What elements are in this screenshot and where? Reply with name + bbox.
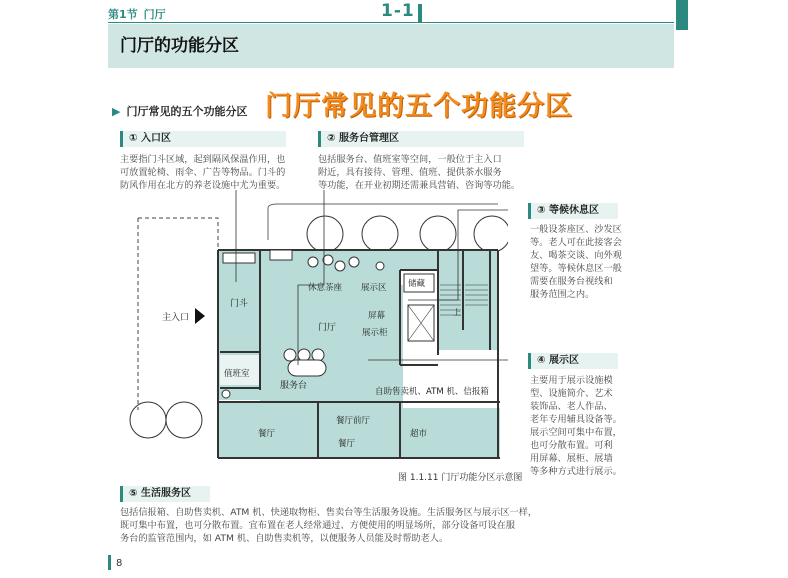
zone-text-display: 主要用于展示设施模 型、设施简介、艺术 装饰品、老人作品、 老年专用辅具设备等。 展示空间可集中布置， 也可分散布置。可利 用屏幕、展柜、展墙 等多种方式进行展示。 (530, 375, 622, 477)
figure-caption: 图 1.1.11 门厅功能分区示意图 (398, 473, 523, 483)
label-supermarket: 超市 (410, 429, 428, 439)
page-number: 8 (116, 558, 123, 569)
label-restaurant-left: 餐厅 (338, 439, 356, 449)
header-corner-block (676, 0, 688, 30)
entrance-arrow-icon (195, 308, 205, 324)
restaurant-front (318, 402, 400, 457)
zone-header-life-service: ⑤ 生活服务区 (120, 486, 210, 502)
label-tea-seats: 休息茶座 (308, 283, 343, 293)
label-restaurant-front: 餐厅前厅 (336, 416, 371, 426)
tree-icon (166, 402, 202, 438)
headline: 门厅常见的五个功能分区 (265, 91, 573, 122)
zone-header-waiting: ③ 等候休息区 (528, 203, 618, 219)
label-stair-up: 上 (453, 308, 461, 317)
floor-plan (118, 190, 508, 460)
zone-text-life-service: 包括信报箱、自助售卖机、ATM 机、快递取物柜、售卖台等生活服务设施。生活服务区与展示区一样， 既可集中布置，也可分散布置。宜布置在老人经常通过、方便使用的明显场所，部分设备可设在服 务台的监管范围内，如 ATM 机、自助售卖机等，以便服务人员能及时帮助老人。 (120, 507, 538, 544)
tree-icon (130, 402, 166, 438)
label-duty-room: 值班室 (224, 369, 250, 379)
chapter-number: 1-1 (381, 1, 415, 21)
header-accent-bar (418, 4, 422, 22)
tree-icon (307, 216, 343, 252)
zone-text-waiting: 一般设茶座区、沙发区 等。老人可在此接客会 友、喝茶交谈、向外观 望等。等候休息区一般 需要在服务台视线和 服务范围之内。 (530, 224, 622, 300)
label-screen: 屏幕 (368, 311, 386, 321)
page-title: 门厅的功能分区 (120, 36, 239, 56)
zone-header-entrance: ① 入口区 (120, 131, 286, 147)
label-display-area: 展示区 (361, 283, 387, 293)
label-vestibule: 门斗 (230, 299, 249, 309)
label-main-entrance: 主入口 (162, 313, 190, 323)
label-cabinet: 展示柜 (362, 328, 388, 338)
label-restaurant: 餐厅 (258, 429, 276, 439)
tree-icon (362, 216, 398, 252)
label-lobby: 门厅 (318, 323, 337, 333)
label-vending: 自助售卖机、ATM 机、信报箱 (375, 387, 489, 397)
triangle-icon: ▶ (112, 105, 121, 118)
subtitle: ▶ 门厅常见的五个功能分区 (112, 105, 248, 118)
section-label: 第1节 门厅 (108, 8, 166, 21)
label-storage: 储藏 (408, 279, 426, 289)
label-service-desk: 服务台 (280, 381, 308, 391)
zone-header-display: ④ 展示区 (528, 353, 618, 369)
zone-text-entrance: 主要指门斗区域，起到隔风保温作用，也 可放置轮椅、雨伞、广告等物品。门斗的 防风作用在北方的养老设施中尤为重要。 (120, 154, 286, 191)
zone-header-service: ② 服务台管理区 (318, 131, 524, 147)
tree-icon (420, 216, 456, 252)
header-rule (108, 22, 674, 23)
tree-icon (474, 216, 508, 252)
zone-text-service: 包括服务台、值班室等空间，一般位于主入口 附近，具有接待、管理、值班、提供茶水服务 等功能，在开业初期还需兼具营销、咨询等功能。 (318, 154, 521, 191)
page-number-bar (108, 555, 111, 570)
